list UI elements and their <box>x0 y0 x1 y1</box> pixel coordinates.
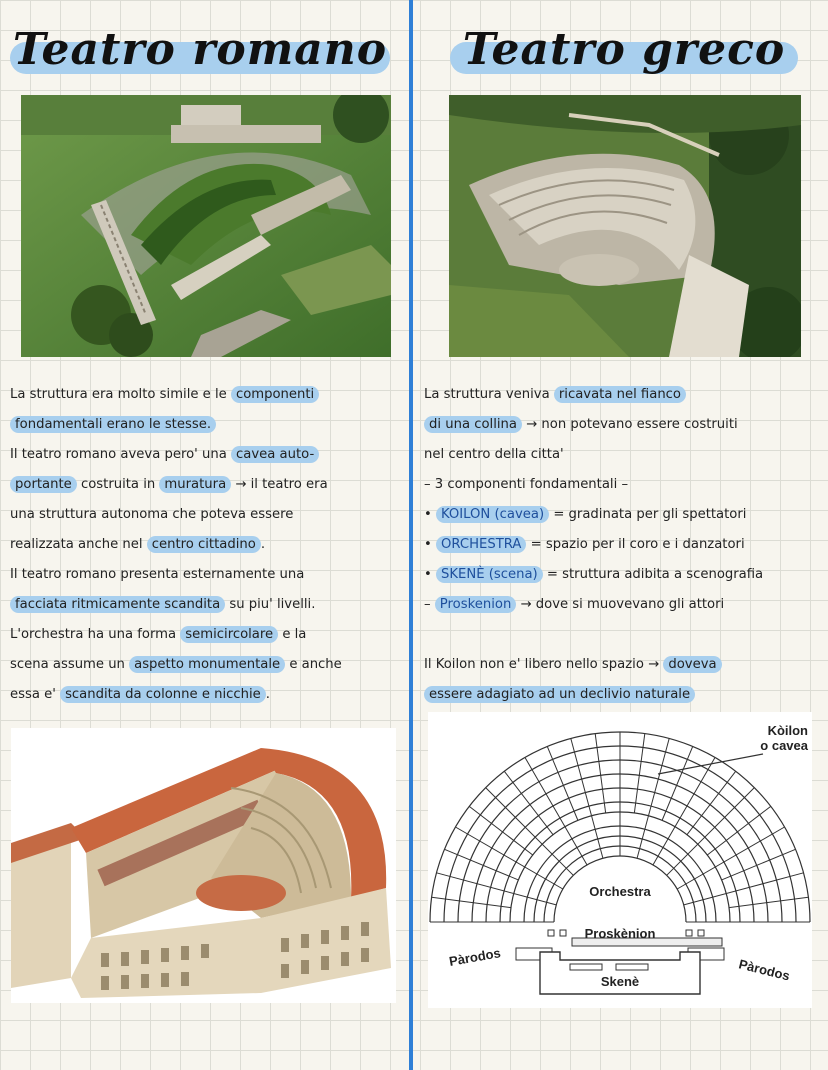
cavea-stair <box>432 897 511 907</box>
text-segment: e anche <box>285 657 342 672</box>
greek-theatre-aerial-image <box>449 95 801 357</box>
text-segment: • <box>424 537 436 552</box>
highlighted-text: fondamentali erano le stesse. <box>10 416 216 433</box>
text-line <box>424 440 820 470</box>
cavea-stair <box>707 806 770 855</box>
text-segment: essa e' <box>10 687 61 702</box>
text-segment: • <box>424 567 436 582</box>
text-segment: = spazio per il coro e i danzatori <box>526 537 745 552</box>
text-segment: – 3 componenti fondamentali – <box>424 477 629 492</box>
koilon-label: Kòilon <box>767 723 808 738</box>
highlighted-text: muratura <box>159 476 231 493</box>
cavea-stair <box>634 734 644 813</box>
text-segment: realizzata anche nel <box>10 537 147 552</box>
text-segment: = gradinata per gli spettatori <box>549 507 747 522</box>
highlighted-text: aspetto monumentale <box>129 656 285 673</box>
highlighted-text: portante <box>10 476 77 493</box>
text-segment: nel centro della citta' <box>424 447 564 462</box>
text-line <box>10 560 402 590</box>
cavea-stair <box>729 897 808 907</box>
text-segment: L'orchestra ha una forma <box>10 627 181 642</box>
text-segment: • <box>424 507 436 522</box>
highlighted-text: facciata ritmicamente scandita <box>10 596 225 613</box>
highlighted-text: di una collina <box>424 416 522 433</box>
highlighted-text: semicircolare <box>180 626 278 643</box>
highlighted-text: componenti <box>231 386 319 403</box>
proskenion-label: Proskènion <box>584 926 656 941</box>
text-segment: su piu' livelli. <box>225 597 316 612</box>
text-segment: scena assume un <box>10 657 130 672</box>
text-line <box>424 380 820 410</box>
title-left <box>10 22 390 78</box>
text-segment: – <box>424 597 435 612</box>
cavea-stair <box>595 734 605 813</box>
cavea-stair <box>469 806 532 855</box>
highlighted-text: ricavata nel fianco <box>554 386 686 403</box>
roman-theatre-aerial-image <box>21 95 391 357</box>
text-line <box>424 500 820 530</box>
cavea-stair <box>486 788 574 876</box>
title-right <box>450 22 798 78</box>
highlighted-text: essere adagiato ad un declivio naturale <box>424 686 695 703</box>
highlighted-text: centro cittadino <box>147 536 261 553</box>
text-segment: Il teatro romano presenta esternamente una <box>10 567 305 582</box>
text-segment: La struttura veniva <box>424 387 554 402</box>
text-line <box>424 680 820 710</box>
text-line <box>10 590 402 620</box>
text-segment: → non potevano essere costruiti <box>521 417 738 432</box>
cavea-stair <box>667 788 755 876</box>
cavea-stair <box>547 746 578 820</box>
text-line <box>424 620 820 650</box>
greek-theatre-description <box>424 380 820 710</box>
highlighted-text: cavea auto- <box>231 446 319 463</box>
text-line <box>10 650 402 680</box>
text-segment: . <box>260 537 266 552</box>
roman-theatre-3d-illustration <box>11 728 396 1003</box>
text-segment: e la <box>278 627 307 642</box>
page-title-greek: Teatro greco <box>462 24 786 75</box>
text-line <box>424 560 820 590</box>
text-segment: → il teatro era <box>231 477 328 492</box>
text-segment: Il Koilon non e' libero nello spazio → <box>424 657 664 672</box>
text-segment: una struttura autonoma che poteva essere <box>10 507 294 522</box>
text-line <box>424 590 820 620</box>
text-line <box>424 650 820 680</box>
text-line <box>424 470 820 500</box>
greek-theatre-plan-diagram <box>428 712 812 1008</box>
text-segment: . <box>265 687 270 702</box>
text-segment: = struttura adibita a scenografia <box>542 567 764 582</box>
parodos-right-label: Pàrodos <box>737 956 792 984</box>
highlighted-text: ORCHESTRA <box>436 536 526 553</box>
text-line <box>10 440 402 470</box>
greek-theatre-plan-svg <box>428 712 812 1008</box>
text-line <box>424 410 820 440</box>
highlighted-text: KOILON (cavea) <box>436 506 549 523</box>
cavea-stair <box>444 849 518 880</box>
highlighted-text: SKENÈ (scena) <box>436 566 543 583</box>
roman-theatre-aerial-photo <box>21 95 391 357</box>
text-segment: → dove si muovevano gli attori <box>516 597 725 612</box>
highlighted-text: doveva <box>663 656 721 673</box>
orchestra-label: Orchestra <box>589 884 651 899</box>
page-title-roman: Teatro romano <box>12 24 388 75</box>
roman-theatre-description <box>10 380 402 710</box>
cavea-stair <box>504 771 553 834</box>
text-line <box>10 530 402 560</box>
skene-label: Skenè <box>600 974 640 989</box>
parodos-left-label: Pàrodos <box>447 945 502 969</box>
greek-theatre-aerial-photo <box>449 95 801 357</box>
text-line <box>10 380 402 410</box>
text-line <box>10 470 402 500</box>
roman-theatre-3d-image <box>11 728 396 1003</box>
text-segment: costruita in <box>76 477 160 492</box>
cavea-label: o cavea <box>760 738 808 753</box>
highlighted-text: Proskenion <box>435 596 517 613</box>
text-line <box>10 500 402 530</box>
text-segment: La struttura era molto simile e le <box>10 387 231 402</box>
column-divider <box>409 0 413 1070</box>
text-line <box>10 410 402 440</box>
cavea-stair <box>722 849 796 880</box>
cavea-stair <box>687 771 736 834</box>
cavea-stair <box>662 746 693 820</box>
text-line <box>10 620 402 650</box>
highlighted-text: scandita da colonne e nicchie <box>60 686 266 703</box>
text-line <box>424 530 820 560</box>
text-segment: Il teatro romano aveva pero' una <box>10 447 231 462</box>
text-line <box>10 680 402 710</box>
